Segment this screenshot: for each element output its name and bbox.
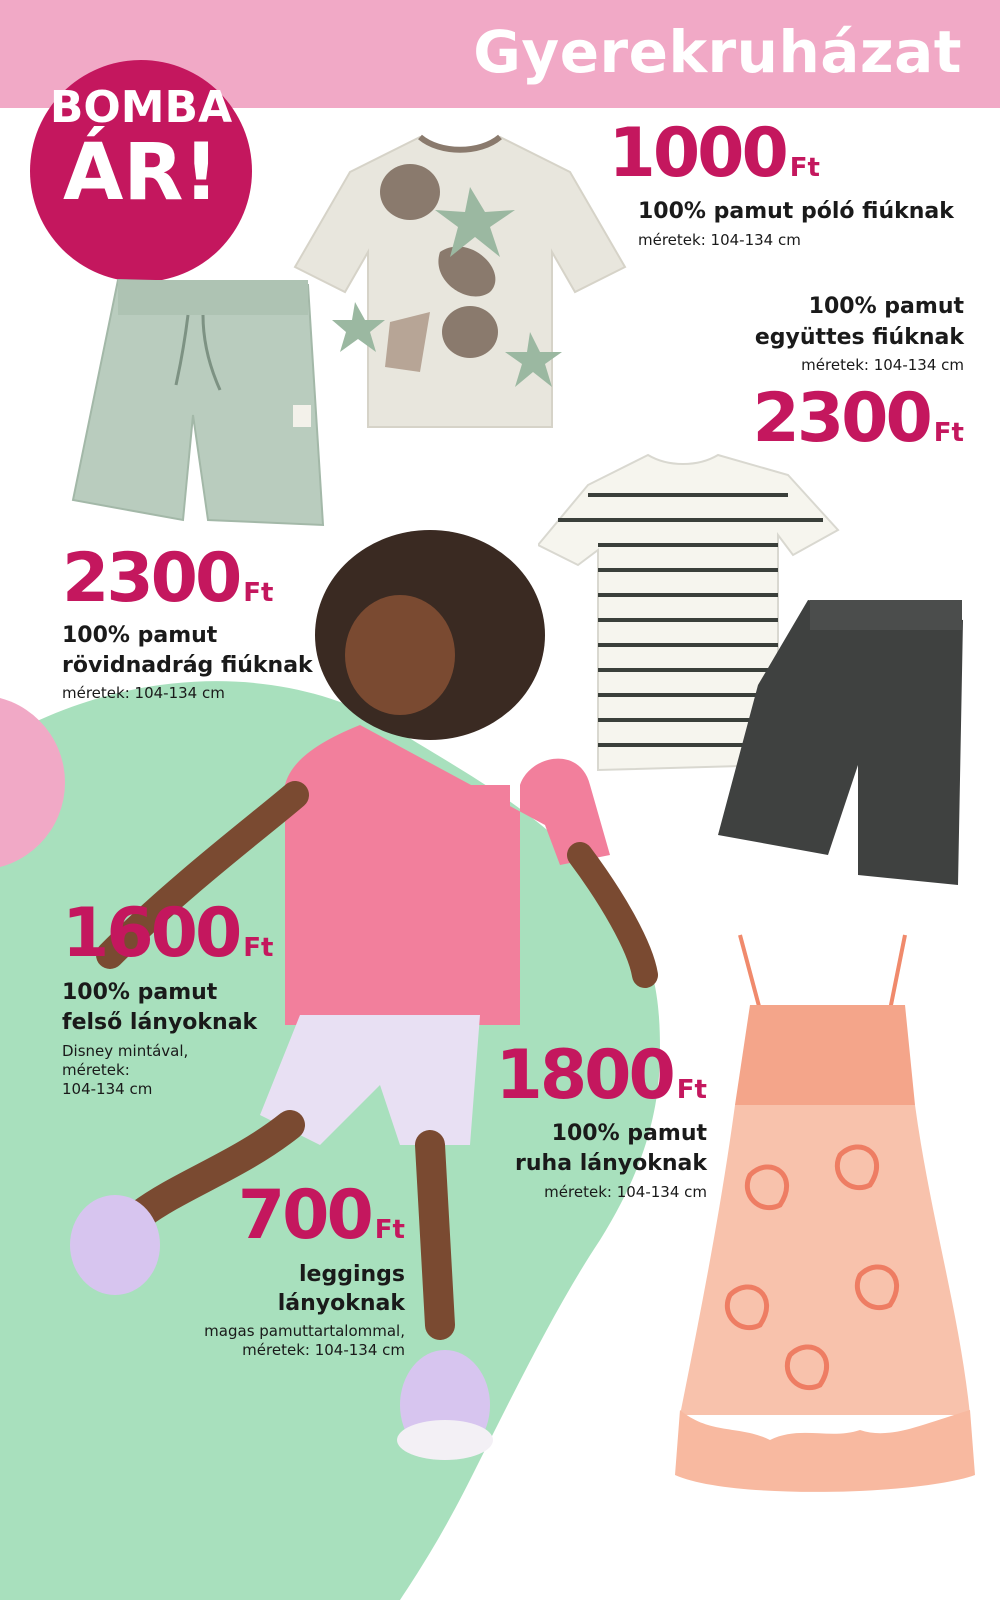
girls-leggings-desc-line1: magas pamuttartalommal, — [204, 1322, 405, 1340]
girls-top-desc-line3: 104-134 cm — [62, 1080, 153, 1098]
boys-set-name-line1: 100% pamut — [808, 294, 964, 319]
girls-leggings-desc-line2: méretek: 104-134 cm — [242, 1341, 405, 1359]
girls-dress-price — [495, 1036, 707, 1115]
price-value: 1800 — [495, 1036, 673, 1115]
girls-dress-image[interactable] — [670, 915, 980, 1500]
boys-shorts-price — [62, 539, 274, 618]
girls-top-desc-line2: méretek: — [62, 1061, 130, 1079]
currency-label: Ft — [243, 578, 274, 608]
price-value: 1600 — [62, 894, 240, 973]
girls-top-price — [62, 894, 274, 973]
girls-dress-sizes: méretek: 104-134 cm — [544, 1183, 707, 1201]
girls-top-name-line1: 100% pamut — [62, 980, 218, 1005]
girls-top-desc-line1: Disney mintával, — [62, 1042, 189, 1060]
price-value: 2300 — [752, 379, 930, 458]
currency-label: Ft — [243, 933, 274, 963]
boys-tshirt-image[interactable] — [290, 132, 630, 432]
price-value: 1000 — [608, 114, 786, 193]
boys-shorts-sizes: méretek: 104-134 cm — [62, 684, 225, 702]
boys-tshirt-sizes: méretek: 104-134 cm — [638, 231, 801, 249]
currency-label: Ft — [374, 1215, 405, 1245]
badge-line1: BOMBA — [49, 82, 233, 133]
boys-shorts-image[interactable] — [68, 275, 328, 535]
boys-set-name-line2: együttes fiúknak — [754, 325, 964, 350]
girls-dress-name-line1: 100% pamut — [551, 1121, 707, 1146]
girls-dress-name-line2: ruha lányoknak — [515, 1151, 707, 1176]
boys-tshirt-name: 100% pamut póló fiúknak — [638, 199, 954, 224]
currency-label: Ft — [789, 153, 820, 183]
boys-shorts-name-line2: rövidnadrág fiúknak — [62, 653, 313, 678]
girls-leggings-name-line1: leggings — [298, 1262, 405, 1287]
badge-line2: ÁR! — [63, 128, 219, 218]
price-value: 700 — [237, 1176, 371, 1255]
boys-tshirt-price — [608, 114, 820, 193]
boys-set-price — [752, 379, 964, 458]
boys-shorts-name-line1: 100% pamut — [62, 623, 218, 648]
girls-leggings-price — [237, 1176, 405, 1255]
currency-label: Ft — [676, 1075, 707, 1105]
girls-leggings-name-line2: lányoknak — [277, 1291, 405, 1316]
boys-set-sizes: méretek: 104-134 cm — [801, 356, 964, 374]
currency-label: Ft — [933, 418, 964, 448]
girls-top-name-line2: felső lányoknak — [62, 1010, 258, 1035]
category-title: Gyerekruházat — [473, 18, 962, 86]
price-value: 2300 — [62, 539, 240, 618]
bomba-ar-badge — [30, 60, 252, 282]
